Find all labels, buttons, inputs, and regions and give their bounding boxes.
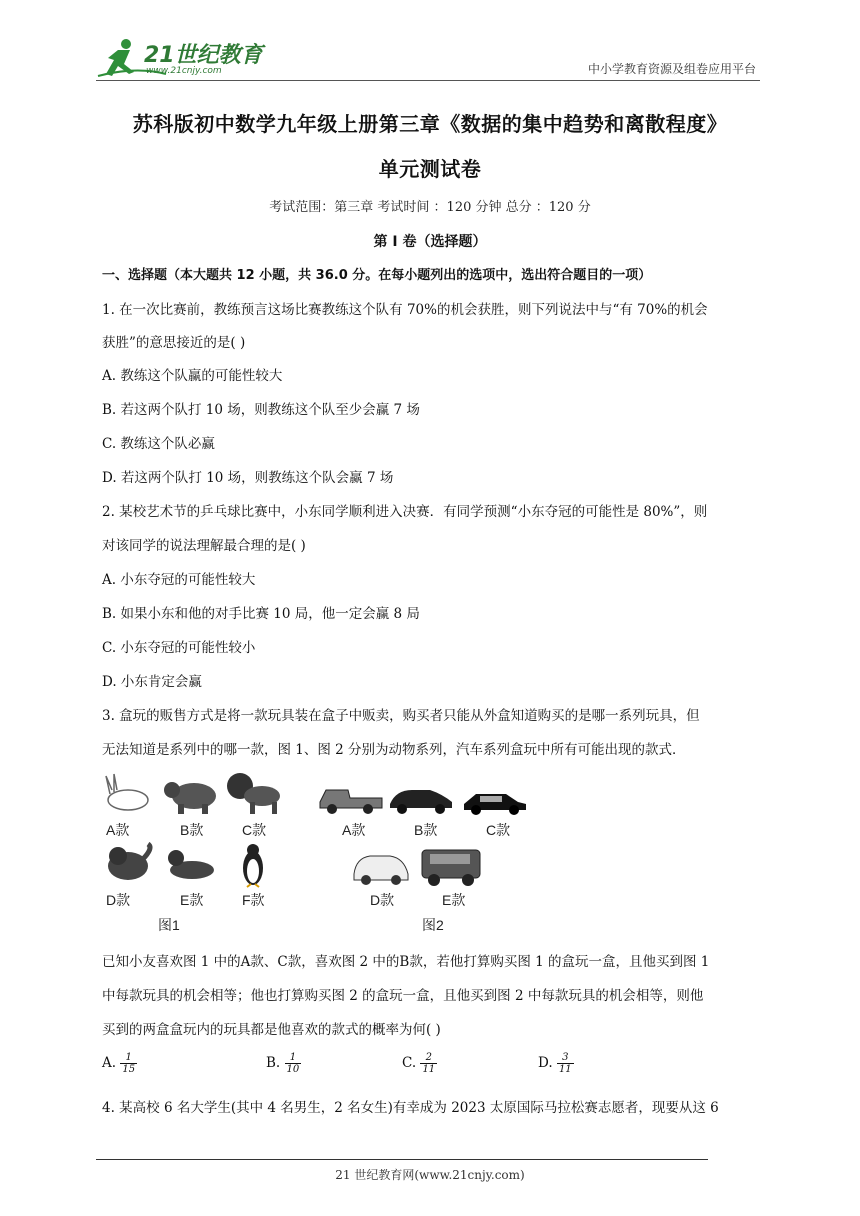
fig2-label-c: C款 xyxy=(486,822,511,838)
fig1-label-b: B款 xyxy=(180,822,204,838)
q3-line4: 中每款玩具的机会相等；他也打算购买图 2 的盒玩一盒，且他买到图 2 中每款玩具的机会相等，则他 xyxy=(102,988,704,1004)
q2-option-b: B. 如果小东和他的对手比赛 10 局，他一定会赢 8 局 xyxy=(102,606,420,622)
q3-option-a-label: A. xyxy=(102,1055,117,1071)
logo-url: www.21cnjy.com xyxy=(146,66,222,76)
fraction-numerator: 3 xyxy=(557,1052,574,1064)
fig1-label-d: D款 xyxy=(106,892,131,908)
q1-option-a: A. 教练这个队赢的可能性较大 xyxy=(102,368,283,384)
q3-line2: 无法知道是系列中的哪一款，图 1、图 2 分别为动物系列，汽车系列盒玩中所有可能出现的款式． xyxy=(102,742,686,758)
fig2-label-b: B款 xyxy=(414,822,438,838)
q4-line1: 4. 某高校 6 名大学生(其中 4 名男生，2 名女生)有幸成为 2023 太原国际马拉松赛志愿者，现要从这 6 xyxy=(102,1100,719,1116)
fig2-label-a: A款 xyxy=(342,822,366,838)
fig2-label-e: E款 xyxy=(442,892,466,908)
fraction-denominator: 11 xyxy=(422,1064,436,1075)
q3-option-a xyxy=(102,1052,137,1075)
platform-name: 中小学教育资源及组卷应用平台 xyxy=(587,62,756,76)
q2-option-c: C. 小东夺冠的可能性较小 xyxy=(102,640,256,656)
bear-icon xyxy=(162,774,220,816)
fraction-numerator: 1 xyxy=(120,1052,137,1064)
q3-option-b-label: B. xyxy=(266,1055,281,1071)
q1-option-c: C. 教练这个队必赢 xyxy=(102,436,215,452)
fraction-numerator: 2 xyxy=(420,1052,437,1064)
fraction-denominator: 15 xyxy=(122,1064,136,1075)
lion-icon xyxy=(226,770,284,816)
q3-option-a-fraction xyxy=(120,1052,137,1075)
sedan-car-icon xyxy=(388,784,454,816)
coupe-car-icon xyxy=(462,786,528,816)
sea-otter-icon xyxy=(164,844,218,886)
fraction-denominator: 11 xyxy=(558,1064,572,1075)
fig1-label-a: A款 xyxy=(106,822,130,838)
penguin-icon xyxy=(238,842,268,888)
footer-text: 21 世纪教育网(www.21cnjy.com) xyxy=(335,1168,525,1182)
q1-line1: 1. 在一次比赛前，教练预言这场比赛教练这个队有 70%的机会获胜，则下列说法中与“有 70%的机会 xyxy=(102,302,708,318)
q1-option-d: D. 若这两个队打 10 场，则教练这个队会赢 7 场 xyxy=(102,470,394,486)
q3-option-d xyxy=(538,1052,574,1075)
page-subtitle: 单元测试卷 xyxy=(378,157,482,181)
logo-text: 21世纪教育 xyxy=(144,43,263,68)
q3-line1: 3. 盒玩的贩售方式是将一款玩具装在盒子中贩卖，购买者只能从外盒知道购买的是哪一系列玩具，但 xyxy=(102,708,700,724)
page-title: 苏科版初中数学九年级上册第三章《数据的集中趋势和离散程度》 xyxy=(132,112,728,136)
fraction-numerator: 1 xyxy=(285,1052,302,1064)
q2-option-a: A. 小东夺冠的可能性较大 xyxy=(102,572,256,588)
fig1-label-c: C款 xyxy=(242,822,267,838)
compact-car-icon xyxy=(350,848,412,888)
header-divider xyxy=(96,80,760,81)
section-title: 第 I 卷（选择题） xyxy=(373,234,487,250)
q2-line2: 对该同学的说法理解最合理的是( ) xyxy=(102,538,306,554)
fig1-label-f: F款 xyxy=(242,892,265,908)
fig1-caption: 图1 xyxy=(158,917,180,933)
fig1-label-e: E款 xyxy=(180,892,204,908)
q3-option-b xyxy=(266,1052,301,1075)
q3-option-b-fraction xyxy=(285,1052,302,1075)
pickup-car-icon xyxy=(318,782,384,816)
figure-2 xyxy=(318,774,538,940)
fraction-denominator: 10 xyxy=(286,1064,300,1075)
logo xyxy=(96,36,266,82)
q3-line3: 已知小友喜欢图 1 中的A款、C款，喜欢图 2 中的B款，若他打算购买图 1 的盒玩一盒，且他买到图 1 xyxy=(102,954,710,970)
footer-divider xyxy=(96,1159,708,1160)
q2-option-d: D. 小东肯定会赢 xyxy=(102,674,202,690)
q1-option-b: B. 若这两个队打 10 场，则教练这个队至少会赢 7 场 xyxy=(102,402,420,418)
figure-1 xyxy=(100,770,300,940)
q3-option-d-label: D. xyxy=(538,1055,553,1071)
q1-line2: 获胜”的意思接近的是( ) xyxy=(102,335,246,351)
q3-option-c-fraction xyxy=(420,1052,437,1075)
red-panda-icon xyxy=(102,842,154,886)
q3-line5: 买到的两盒盒玩内的玩具都是他喜欢的款式的概率为何( ) xyxy=(102,1022,441,1038)
q3-option-c-label: C. xyxy=(402,1055,417,1071)
q3-option-c xyxy=(402,1052,437,1075)
exam-meta: 考试范围：第三章 考试时间 ：120 分钟 总分 ：120 分 xyxy=(269,200,591,215)
rabbit-icon xyxy=(100,770,152,816)
q3-option-d-fraction xyxy=(557,1052,574,1075)
fig2-caption: 图2 xyxy=(422,917,444,933)
fig2-label-d: D款 xyxy=(370,892,395,908)
part-title: 一、选择题（本大题共 12 小题，共 36.0 分。在每小题列出的选项中，选出符合题目的一项） xyxy=(102,268,652,283)
q2-line1: 2. 某校艺术节的乒乓球比赛中，小东同学顺利进入决赛．有同学预测“小东夺冠的可能性是 80%”，则 xyxy=(102,504,708,520)
suv-car-icon xyxy=(418,842,484,888)
